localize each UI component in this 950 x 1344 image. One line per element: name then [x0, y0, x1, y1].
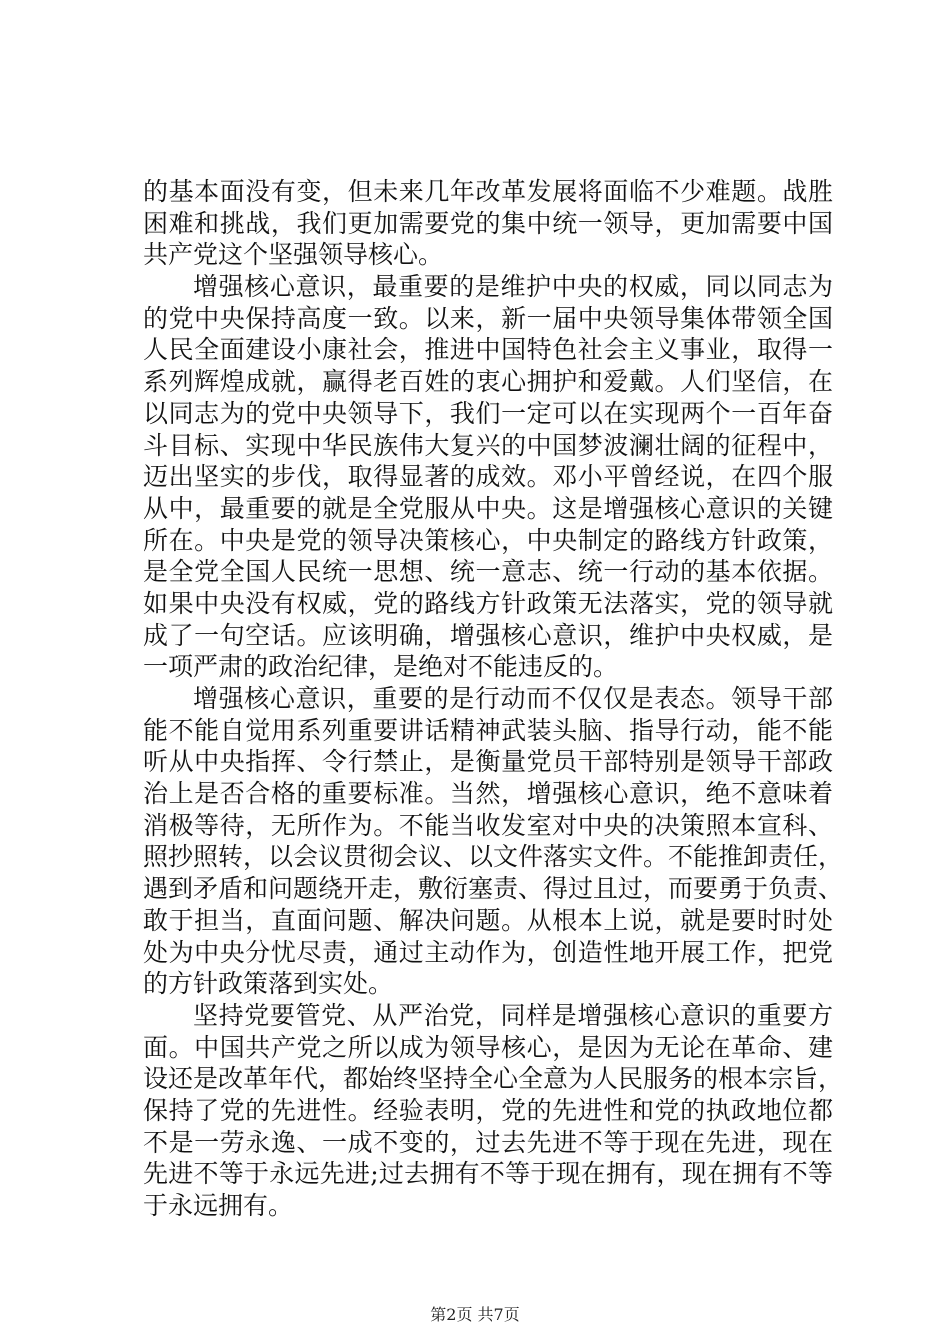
text-line: 的基本面没有变，但未来几年改革发展将面临不少难题。战胜 [143, 177, 833, 206]
paragraph [143, 1000, 844, 1222]
text-line: 如果中央没有权威，党的路线方针政策无法落实，党的领导就 [143, 588, 833, 618]
text-line: 的党中央保持高度一致。以来，新一届中央领导集体带领全国 [143, 303, 833, 333]
text-line: 共产党这个坚强领导核心。 [143, 240, 444, 270]
text-line: 于永远拥有。 [143, 1191, 294, 1220]
text-line: 成了一句空话。应该明确，增强核心意识，维护中央权威，是 [143, 620, 833, 650]
text-line: 治上是否合格的重要标准。当然，增强核心意识，绝不意味着 [143, 779, 833, 809]
paragraph [143, 683, 844, 1000]
text-line: 系列辉煌成就，赢得老百姓的衷心拥护和爱戴。人们坚信，在 [143, 367, 833, 397]
text-line: 斗目标、实现中华民族伟大复兴的中国梦波澜壮阔的征程中， [143, 430, 833, 460]
text-line: 能不能自觉用系列重要讲话精神武装头脑、指导行动，能不能 [143, 715, 833, 745]
paragraph [143, 176, 833, 271]
text-line: 敢于担当，直面问题、解决问题。从根本上说，就是要时时处 [143, 905, 833, 935]
text-line: 增强核心意识，最重要的是维护中央的权威，同以同志为 [193, 272, 833, 302]
page-footer [0, 1302, 950, 1325]
text-line: 是全党全国人民统一思想、统一意志、统一行动的基本依据。 [143, 557, 833, 587]
text-line: 一项严肃的政治纪律，是绝对不能违反的。 [143, 652, 619, 682]
document-body [143, 176, 844, 1222]
text-line: 面。中国共产党之所以成为领导核心，是因为无论在革命、建 [143, 1032, 833, 1062]
text-line: 听从中央指挥、令行禁止，是衡量党员干部特别是领导干部政 [143, 747, 833, 777]
text-line: 以同志为的党中央领导下，我们一定可以在实现两个一百年奋 [143, 398, 833, 428]
text-line: 不是一劳永逸、一成不变的，过去先进不等于现在先进，现在 [143, 1127, 833, 1157]
paragraph [143, 271, 833, 683]
text-line: 先进不等于永远先进;过去拥有不等于现在拥有，现在拥有不等 [143, 1159, 833, 1189]
text-line: 消极等待，无所作为。不能当收发室对中央的决策照本宣科、 [143, 810, 833, 840]
text-line: 人民全面建设小康社会，推进中国特色社会主义事业，取得一 [143, 335, 833, 365]
text-line: 困难和挑战，我们更加需要党的集中统一领导，更加需要中国 [143, 208, 833, 238]
text-line: 的方针政策落到实处。 [143, 969, 394, 999]
text-line: 保持了党的先进性。经验表明，党的先进性和党的执政地位都 [143, 1095, 833, 1125]
text-line: 遇到矛盾和问题绕开走，敷衍塞责、得过且过，而要勇于负责、 [143, 874, 844, 904]
text-line: 设还是改革年代，都始终坚持全心全意为人民服务的根本宗旨， [143, 1064, 844, 1094]
text-line: 坚持党要管党、从严治党，同样是增强核心意识的重要方 [193, 1000, 833, 1030]
text-line: 所在。中央是党的领导决策核心，中央制定的路线方针政策， [143, 525, 833, 555]
text-line: 迈出坚实的步伐，取得显著的成效。邓小平曾经说，在四个服 [143, 462, 833, 492]
text-line: 照抄照转，以会议贯彻会议、以文件落实文件。不能推卸责任， [143, 842, 844, 872]
text-line: 增强核心意识，重要的是行动而不仅仅是表态。领导干部 [193, 684, 833, 713]
text-line: 处为中央分忧尽责，通过主动作为，创造性地开展工作，把党 [143, 937, 833, 967]
page-number-label: 第2页 共7页 [430, 1305, 520, 1324]
text-line: 从中，最重要的就是全党服从中央。这是增强核心意识的关键 [143, 493, 833, 523]
